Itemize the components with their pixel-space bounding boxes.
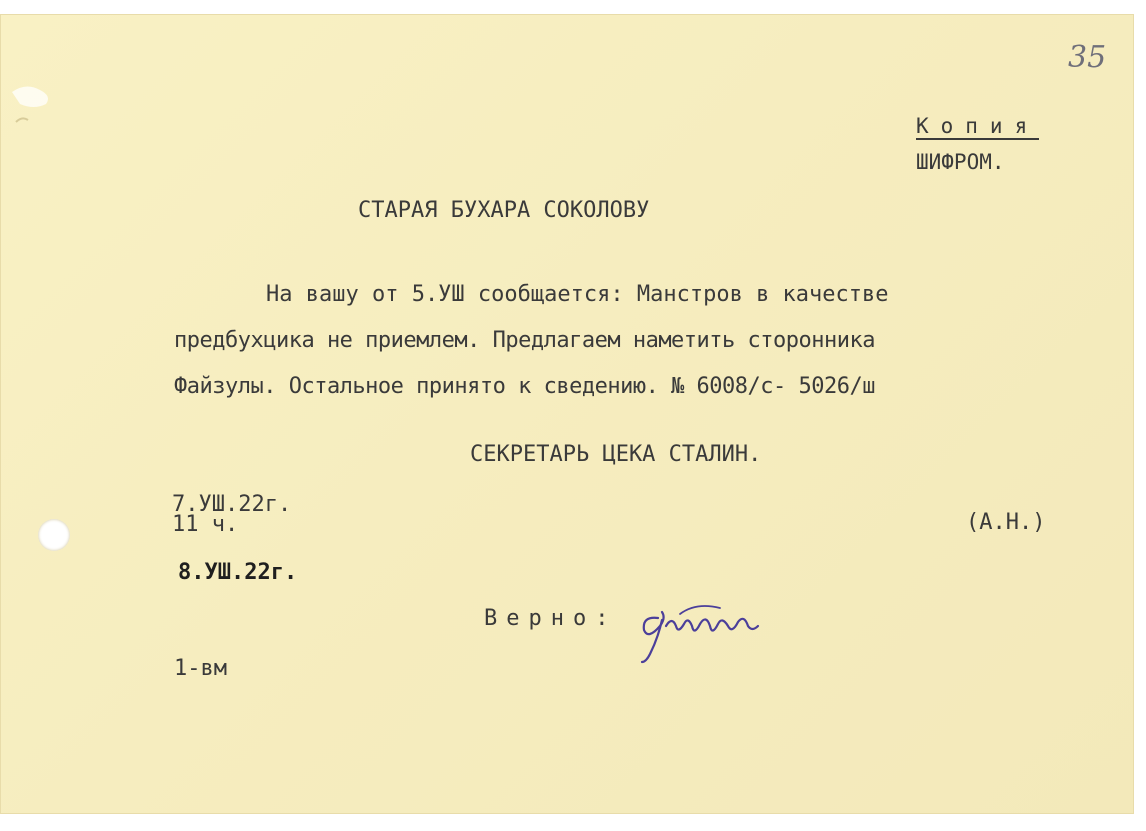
copy-count: 1-вм	[174, 656, 227, 681]
initials: (А.Н.)	[966, 510, 1046, 535]
date-line-1: 7.УШ.22г.	[172, 492, 292, 517]
time-line: 11 ч.	[172, 512, 239, 537]
body-line-1: На вашу от 5.УШ сообщается: Манстров в качестве	[266, 282, 889, 307]
cipher-label: ШИФРОМ.	[916, 150, 1005, 174]
punch-hole	[38, 519, 70, 551]
addressee: СТАРАЯ БУХАРА СОКОЛОВУ	[358, 198, 650, 223]
page-number: 35	[1068, 40, 1107, 75]
body-line-2: предбухцика не приемлем. Предлагаем наметить сторонника	[174, 328, 875, 353]
copy-label: Копия	[916, 114, 1040, 138]
certified-label: Верно:	[484, 606, 618, 631]
body-line-3: Файзулы. Остальное принято к сведению. № 6008/с- 5026/ш	[174, 374, 875, 399]
signatory: СЕКРЕТАРЬ ЦЕКА СТАЛИН.	[470, 442, 762, 467]
handwritten-signature	[636, 596, 766, 666]
date-line-2: 8.УШ.22г.	[178, 560, 298, 585]
torn-corner-mark	[6, 74, 66, 124]
